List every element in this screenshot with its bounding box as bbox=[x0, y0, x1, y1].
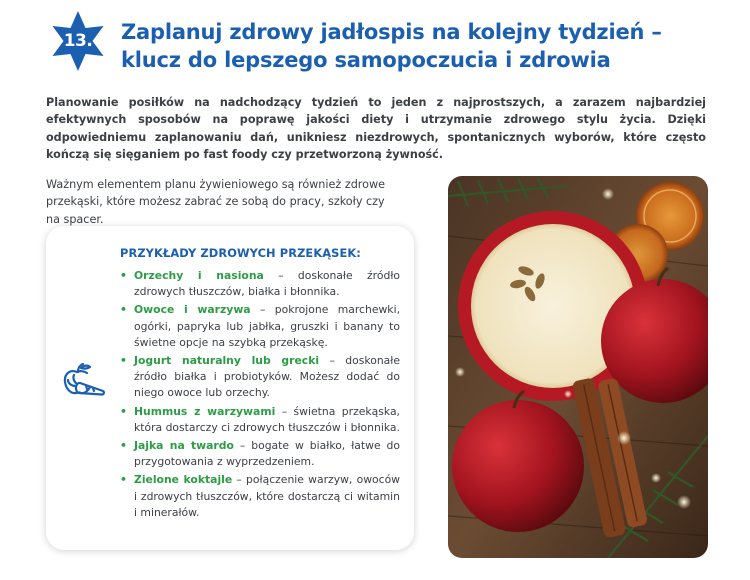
snack-item bbox=[120, 472, 400, 521]
bullet-icon: • bbox=[120, 354, 127, 368]
snack-description: – doskonałe źródło białka i probiotyków. Możesz dodać do niego owoce lub orzechy. bbox=[134, 354, 400, 400]
snacks-card bbox=[46, 226, 414, 550]
snack-description: – pokrojone marchewki, ogórki, papryka lub jabłka, gruszki i banany to świetne opcje na szybką przekąskę. bbox=[134, 303, 400, 349]
snack-description: – doskonałe źródło zdrowych tłuszczów, białka i błonnika. bbox=[134, 269, 400, 299]
bullet-icon: • bbox=[120, 269, 127, 282]
bullet-icon: • bbox=[120, 303, 127, 317]
snack-item bbox=[120, 438, 400, 470]
apple-carrot-icon bbox=[60, 356, 110, 406]
bullet-icon: • bbox=[120, 439, 127, 453]
snacks-intro-paragraph: Ważnym elementem planu żywieniowego są również zdrowe przekąski, które możesz zabrać ze sobą do pracy, szkoły czy na spacer. bbox=[46, 178, 386, 226]
snacks-heading: PRZYKŁADY ZDROWYCH PRZEKĄSEK: bbox=[120, 246, 361, 260]
intro-paragraph: Planowanie posiłków na nadchodzący tydzień to jeden z najprostszych, a zarazem najbardziej efektywnych sposobów na poprawę jakości diety i utrzymanie zdrowego stylu życia. Dzięki odpowiedniemu zaplanowaniu dań, unikniesz niezdrowych, spontanicznych wyborów, które często kończą się sięganiem po fast foody czy przetworzoną żywność. bbox=[46, 96, 706, 162]
snack-name: Jajka na twardo bbox=[134, 439, 234, 453]
snack-description: – świetna przekąska, która dostarczy ci zdrowych tłuszczów i błonnika. bbox=[134, 404, 400, 434]
snack-description: – połączenie warzyw, owoców i zdrowych tłuszczów, które dostarczą ci witamin i minerałów. bbox=[134, 473, 400, 519]
snack-name: Jogurt naturalny lub grecki bbox=[134, 354, 320, 368]
snack-item bbox=[120, 353, 400, 402]
bullet-icon: • bbox=[120, 473, 127, 487]
section-number: 13. bbox=[63, 31, 93, 51]
snacks-list bbox=[120, 268, 400, 523]
apples-photo bbox=[448, 176, 708, 558]
snack-name: Orzechy i nasiona bbox=[134, 269, 264, 282]
snack-description: – bogate w białko, łatwe do przygotowania z wyprzedzeniem. bbox=[134, 439, 401, 469]
snack-item bbox=[120, 268, 400, 300]
page-title: Zaplanuj zdrowy jadłospis na kolejny tydzień – klucz do lepszego samopoczucia i zdrowia bbox=[121, 20, 662, 72]
snack-name: Zielone koktajle bbox=[134, 473, 233, 487]
bullet-icon: • bbox=[120, 404, 127, 418]
section-number-badge bbox=[46, 9, 110, 73]
snack-item bbox=[120, 302, 400, 351]
snack-name: Owoce i warzywa bbox=[134, 303, 251, 317]
snack-name: Hummus z warzywami bbox=[134, 404, 276, 418]
snack-item bbox=[120, 404, 400, 436]
